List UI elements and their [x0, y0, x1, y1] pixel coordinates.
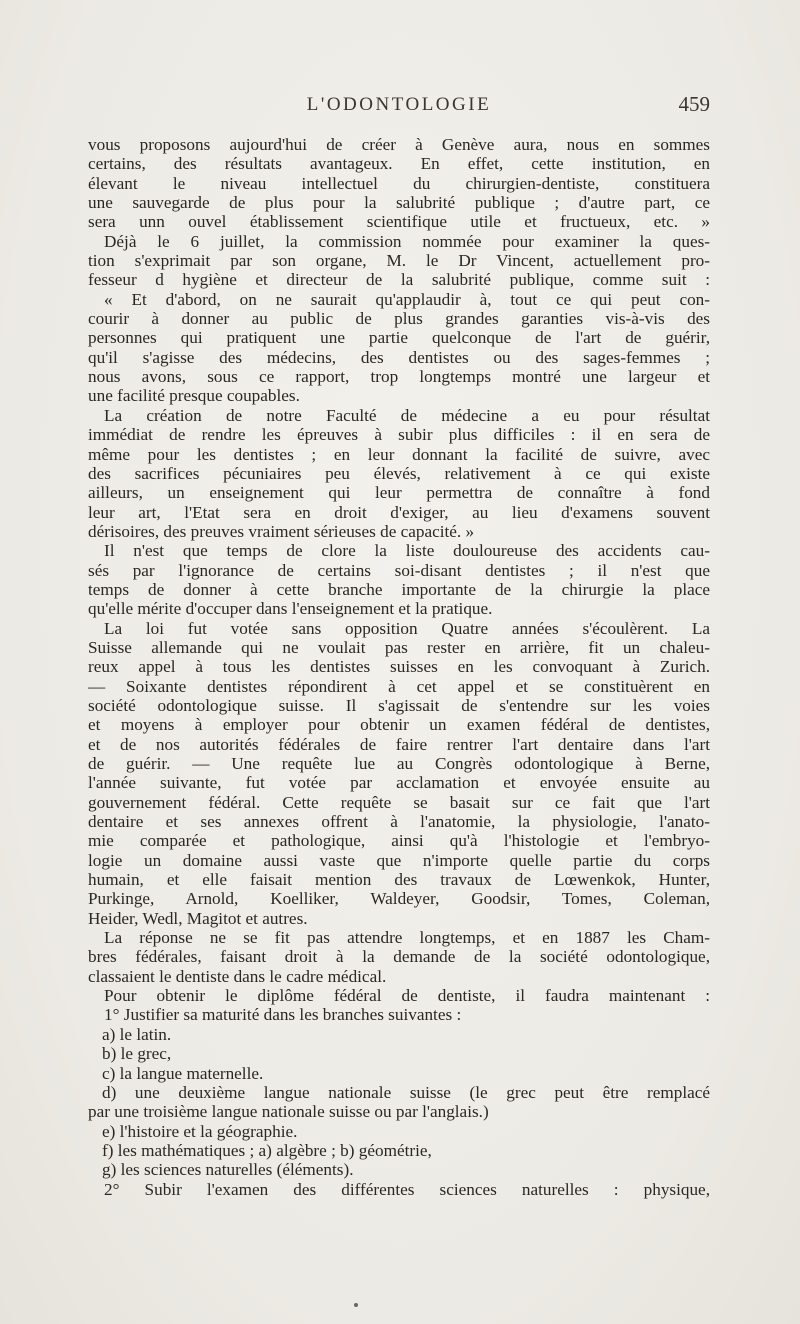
- text-line: même pour les dentistes ; en leur donnant la facilité de suivre, avec: [88, 444, 710, 464]
- text-line: ailleurs, un enseignement qui leur permettra de connaître à fond: [88, 483, 710, 503]
- text-line: Purkinge, Arnold, Koelliker, Waldeyer, Goodsir, Tomes, Coleman,: [88, 889, 710, 909]
- text-line: leur art, l'Etat sera en droit d'exiger, au lieu d'examens souvent: [88, 502, 710, 522]
- text-line: gouvernement fédéral. Cette requête se basait sur ce fait que l'art: [88, 792, 710, 812]
- text-line: Heider, Wedl, Magitot et autres.: [88, 908, 308, 928]
- text-line: de guérir. — Une requête lue au Congrès odontologique à Berne,: [88, 754, 710, 773]
- body-text: [88, 135, 710, 1199]
- text-line: e) l'histoire et la géographie.: [102, 1121, 298, 1141]
- text-line: classaient le dentiste dans le cadre médical.: [88, 966, 387, 986]
- text-line: temps de donner à cette branche importante de la chirurgie la place: [88, 579, 710, 599]
- text-line: dentaire et ses annexes offrent à l'anatomie, la physiologie, l'anato-: [88, 812, 710, 832]
- text-line: Déjà le 6 juillet, la commission nommée pour examiner la ques-: [104, 231, 710, 251]
- text-line: g) les sciences naturelles (éléments).: [102, 1160, 354, 1180]
- text-line: société odontologique suisse. Il s'agissait de s'entendre sur les voies: [88, 695, 710, 715]
- page-number: 459: [678, 92, 710, 116]
- text-line: c) la langue maternelle.: [102, 1063, 264, 1083]
- ink-dot: [354, 1303, 358, 1307]
- text-line: certains, des résultats avantageux. En effet, cette institution, en: [88, 154, 710, 174]
- text-line: humain, et elle faisait mention des travaux de Lœwenkok, Hunter,: [88, 870, 710, 890]
- text-line: mie comparée et pathologique, ainsi qu'à l'histologie et l'embryo-: [88, 831, 710, 851]
- text-line: une sauvegarde de plus pour la salubrité publique ; d'autre part, ce: [88, 193, 710, 213]
- page-header: [88, 92, 710, 122]
- text-line: 1° Justifier sa maturité dans les branches suivantes :: [104, 1005, 462, 1025]
- text-line: et de nos autorités fédérales de faire rentrer l'art dentaire dans l'art: [88, 734, 710, 754]
- text-line: nous avons, sous ce rapport, trop longtemps montré une largeur et: [88, 367, 710, 387]
- text-line: f) les mathématiques ; a) algèbre ; b) géométrie,: [102, 1140, 432, 1160]
- text-line: fesseur d hygiène et directeur de la salubrité publique, comme suit :: [88, 270, 710, 290]
- text-line: La réponse ne se fit pas attendre longtemps, et en 1887 les Cham-: [104, 928, 710, 948]
- text-line: d) une deuxième langue nationale suisse (le grec peut être remplacé: [102, 1082, 710, 1102]
- text-line: qu'il s'agisse des médecins, des dentistes ou des sages-femmes ;: [88, 347, 710, 367]
- text-line: immédiat de rendre les épreuves à subir plus difficiles : il en sera de: [88, 425, 710, 445]
- running-title: L'ODONTOLOGIE: [306, 94, 492, 115]
- text-line: par une troisième langue nationale suisse ou par l'anglais.): [88, 1102, 489, 1122]
- text-line: b) le grec,: [102, 1044, 172, 1064]
- text-line: vous proposons aujourd'hui de créer à Genève aura, nous en sommes: [88, 135, 710, 154]
- text-line: bres fédérales, faisant droit à la demande de la société odontologique,: [88, 947, 710, 967]
- text-line: logie un domaine aussi vaste que n'importe quelle partie du corps: [88, 850, 710, 870]
- text-line: La loi fut votée sans opposition Quatre années s'écoulèrent. La: [104, 618, 710, 638]
- text-line: reux appel à tous les dentistes suisses en les convoquant à Zurich.: [88, 657, 710, 677]
- text-line: sés par l'ignorance de certains soi-disant dentistes ; il n'est que: [88, 560, 710, 580]
- text-line: a) le latin.: [102, 1024, 172, 1044]
- text-line: La création de notre Faculté de médecine a eu pour résultat: [104, 405, 710, 425]
- text-line: personnes qui pratiquent une partie quelconque de l'art de guérir,: [88, 328, 710, 348]
- text-line: qu'elle mérite d'occuper dans l'enseignement et la pratique.: [88, 599, 493, 619]
- text-line: courir à donner au public de plus grandes garanties vis-à-vis des: [88, 309, 710, 329]
- text-line: élevant le niveau intellectuel du chirurgien-dentiste, constituera: [88, 173, 710, 193]
- text-line: et moyens à employer pour obtenir un examen fédéral de dentistes,: [88, 715, 710, 735]
- text-line: Pour obtenir le diplôme fédéral de dentiste, il faudra maintenant :: [104, 986, 710, 1006]
- text-line: — Soixante dentistes répondirent à cet appel et se constituèrent en: [88, 676, 710, 696]
- text-line: Suisse allemande qui ne voulait pas rester en arrière, fit un chaleu-: [88, 637, 710, 657]
- text-line: 2° Subir l'examen des différentes sciences naturelles : physique,: [104, 1179, 710, 1199]
- text-line: l'année suivante, fut votée par acclamation et envoyée ensuite au: [88, 773, 710, 793]
- text-line: dérisoires, des preuves vraiment sérieuses de capacité. »: [88, 521, 475, 541]
- text-line: tion s'exprimait par son organe, M. le Dr Vincent, actuellement pro-: [88, 251, 710, 271]
- text-line: une facilité presque coupables.: [88, 386, 300, 406]
- text-line: sera unn ouvel établissement scientifique utile et fructueux, etc. »: [88, 212, 710, 232]
- text-line: Il n'est que temps de clore la liste douloureuse des accidents cau-: [104, 541, 710, 561]
- text-line: « Et d'abord, on ne saurait qu'applaudir à, tout ce qui peut con-: [104, 289, 710, 309]
- text-line: des sacrifices pécuniaires peu élevés, relativement à ce qui existe: [88, 463, 710, 483]
